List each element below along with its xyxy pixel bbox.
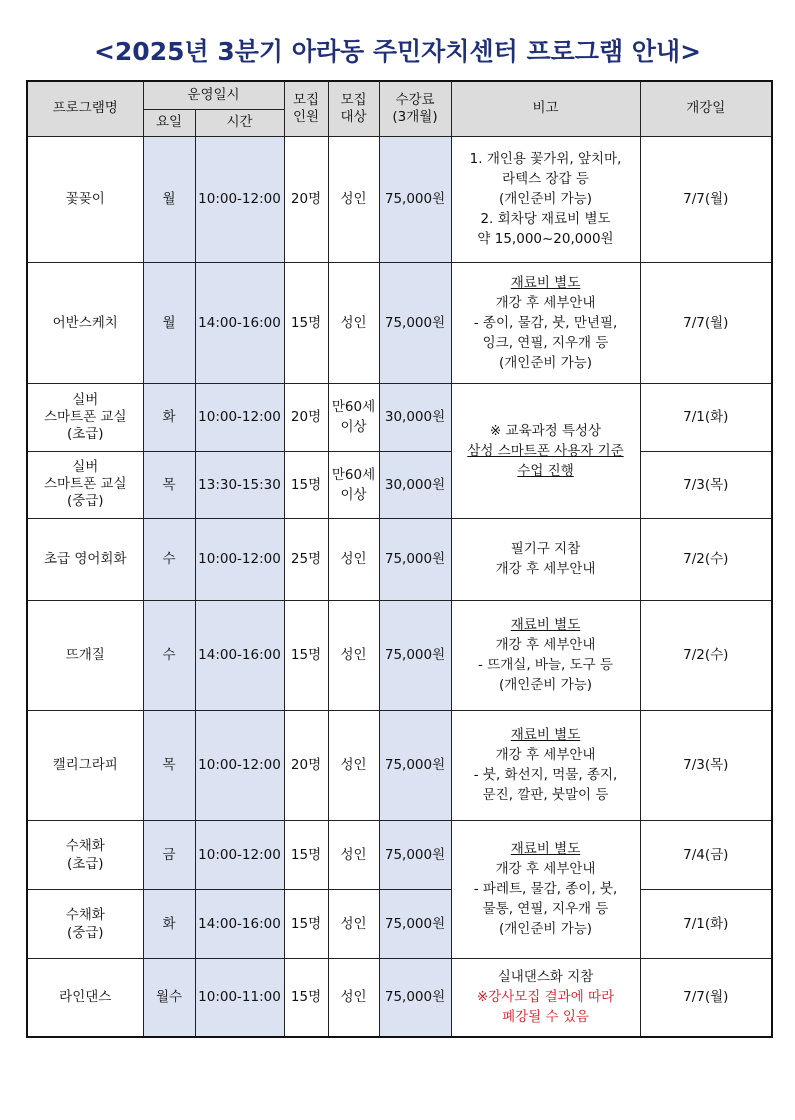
program-name: 라인댄스	[27, 958, 143, 1037]
header-day: 요일	[143, 109, 195, 136]
program-name: 실버 스마트폰 교실 (중급)	[27, 451, 143, 518]
program-fee: 75,000원	[379, 136, 451, 262]
program-start: 7/1(화)	[640, 889, 772, 958]
table-row	[27, 889, 772, 958]
header-program: 프로그램명	[27, 81, 143, 136]
program-name: 초급 영어회화	[27, 518, 143, 600]
program-capacity: 15명	[284, 889, 328, 958]
program-note: 재료비 별도 개강 후 세부안내 - 뜨개실, 바늘, 도구 등 (개인준비 가능)	[451, 600, 640, 710]
program-start: 7/7(월)	[640, 136, 772, 262]
program-fee: 30,000원	[379, 451, 451, 518]
program-capacity: 15명	[284, 262, 328, 383]
program-fee: 30,000원	[379, 383, 451, 451]
program-day: 금	[143, 820, 195, 889]
program-target: 성인	[328, 600, 379, 710]
program-time: 10:00-11:00	[195, 958, 284, 1037]
program-name: 뜨개질	[27, 600, 143, 710]
header-note: 비고	[451, 81, 640, 136]
program-name: 수채화 (중급)	[27, 889, 143, 958]
program-note: 필기구 지참 개강 후 세부안내	[451, 518, 640, 600]
program-note: 재료비 별도 개강 후 세부안내 - 붓, 화선지, 먹물, 종지, 문진, 깔판, 붓말이 등	[451, 710, 640, 820]
header-target: 모집 대상	[328, 81, 379, 136]
program-fee: 75,000원	[379, 820, 451, 889]
program-day: 월	[143, 136, 195, 262]
program-note: 재료비 별도 개강 후 세부안내 - 파레트, 물감, 종이, 붓, 물통, 연필, 지우개 등 (개인준비 가능)	[451, 820, 640, 958]
table-row	[27, 262, 772, 383]
program-capacity: 15명	[284, 451, 328, 518]
header-schedule: 운영일시	[143, 81, 284, 109]
program-fee: 75,000원	[379, 518, 451, 600]
program-capacity: 15명	[284, 820, 328, 889]
program-note: 재료비 별도 개강 후 세부안내 - 종이, 물감, 붓, 만년필, 잉크, 연필, 지우개 등 (개인준비 가능)	[451, 262, 640, 383]
program-target: 성인	[328, 136, 379, 262]
header-time: 시간	[195, 109, 284, 136]
program-name: 꽃꽂이	[27, 136, 143, 262]
program-day: 월수	[143, 958, 195, 1037]
program-day: 수	[143, 600, 195, 710]
program-fee: 75,000원	[379, 958, 451, 1037]
program-start: 7/7(월)	[640, 262, 772, 383]
program-time: 10:00-12:00	[195, 518, 284, 600]
program-target: 만60세 이상	[328, 383, 379, 451]
program-time: 10:00-12:00	[195, 136, 284, 262]
program-target: 성인	[328, 820, 379, 889]
program-day: 수	[143, 518, 195, 600]
program-note: 1. 개인용 꽃가위, 앞치마, 라텍스 장갑 등 (개인준비 가능) 2. 회차당 재료비 별도 약 15,000~20,000원	[451, 136, 640, 262]
program-start: 7/2(수)	[640, 600, 772, 710]
program-time: 14:00-16:00	[195, 600, 284, 710]
program-note: 실내댄스화 지참 ※강사모집 결과에 따라 폐강될 수 있음	[451, 958, 640, 1037]
table-row	[27, 710, 772, 820]
program-capacity: 20명	[284, 383, 328, 451]
program-time: 10:00-12:00	[195, 383, 284, 451]
program-fee: 75,000원	[379, 262, 451, 383]
program-day: 월	[143, 262, 195, 383]
program-start: 7/4(금)	[640, 820, 772, 889]
program-day: 화	[143, 383, 195, 451]
program-day: 목	[143, 451, 195, 518]
page-title: <2025년 3분기 아라동 주민자치센터 프로그램 안내>	[93, 37, 702, 66]
program-target: 성인	[328, 518, 379, 600]
program-start: 7/7(월)	[640, 958, 772, 1037]
program-table	[26, 80, 773, 1038]
table-row	[27, 600, 772, 710]
table-row	[27, 958, 772, 1037]
program-start: 7/3(목)	[640, 451, 772, 518]
header-start: 개강일	[640, 81, 772, 136]
header-row	[27, 81, 772, 109]
program-fee: 75,000원	[379, 710, 451, 820]
program-fee: 75,000원	[379, 889, 451, 958]
program-note: ※ 교육과정 특성상 삼성 스마트폰 사용자 기준 수업 진행	[451, 383, 640, 518]
program-capacity: 15명	[284, 958, 328, 1037]
program-start: 7/2(수)	[640, 518, 772, 600]
program-capacity: 15명	[284, 600, 328, 710]
table-row	[27, 136, 772, 262]
program-day: 화	[143, 889, 195, 958]
header-fee: 수강료 (3개월)	[379, 81, 451, 136]
program-time: 10:00-12:00	[195, 820, 284, 889]
program-target: 성인	[328, 958, 379, 1037]
program-time: 14:00-16:00	[195, 889, 284, 958]
program-target: 만60세 이상	[328, 451, 379, 518]
program-time: 10:00-12:00	[195, 710, 284, 820]
program-day: 목	[143, 710, 195, 820]
program-name: 수채화 (초급)	[27, 820, 143, 889]
program-start: 7/3(목)	[640, 710, 772, 820]
program-target: 성인	[328, 262, 379, 383]
program-capacity: 20명	[284, 710, 328, 820]
table-row	[27, 518, 772, 600]
program-name: 어반스케치	[27, 262, 143, 383]
program-target: 성인	[328, 710, 379, 820]
program-target: 성인	[328, 889, 379, 958]
program-name: 캘리그라피	[27, 710, 143, 820]
program-time: 14:00-16:00	[195, 262, 284, 383]
program-name: 실버 스마트폰 교실 (초급)	[27, 383, 143, 451]
program-capacity: 20명	[284, 136, 328, 262]
table-row	[27, 383, 772, 451]
program-fee: 75,000원	[379, 600, 451, 710]
program-start: 7/1(화)	[640, 383, 772, 451]
table-row	[27, 820, 772, 889]
program-capacity: 25명	[284, 518, 328, 600]
header-capacity: 모집 인원	[284, 81, 328, 136]
table-row	[27, 451, 772, 518]
program-time: 13:30-15:30	[195, 451, 284, 518]
